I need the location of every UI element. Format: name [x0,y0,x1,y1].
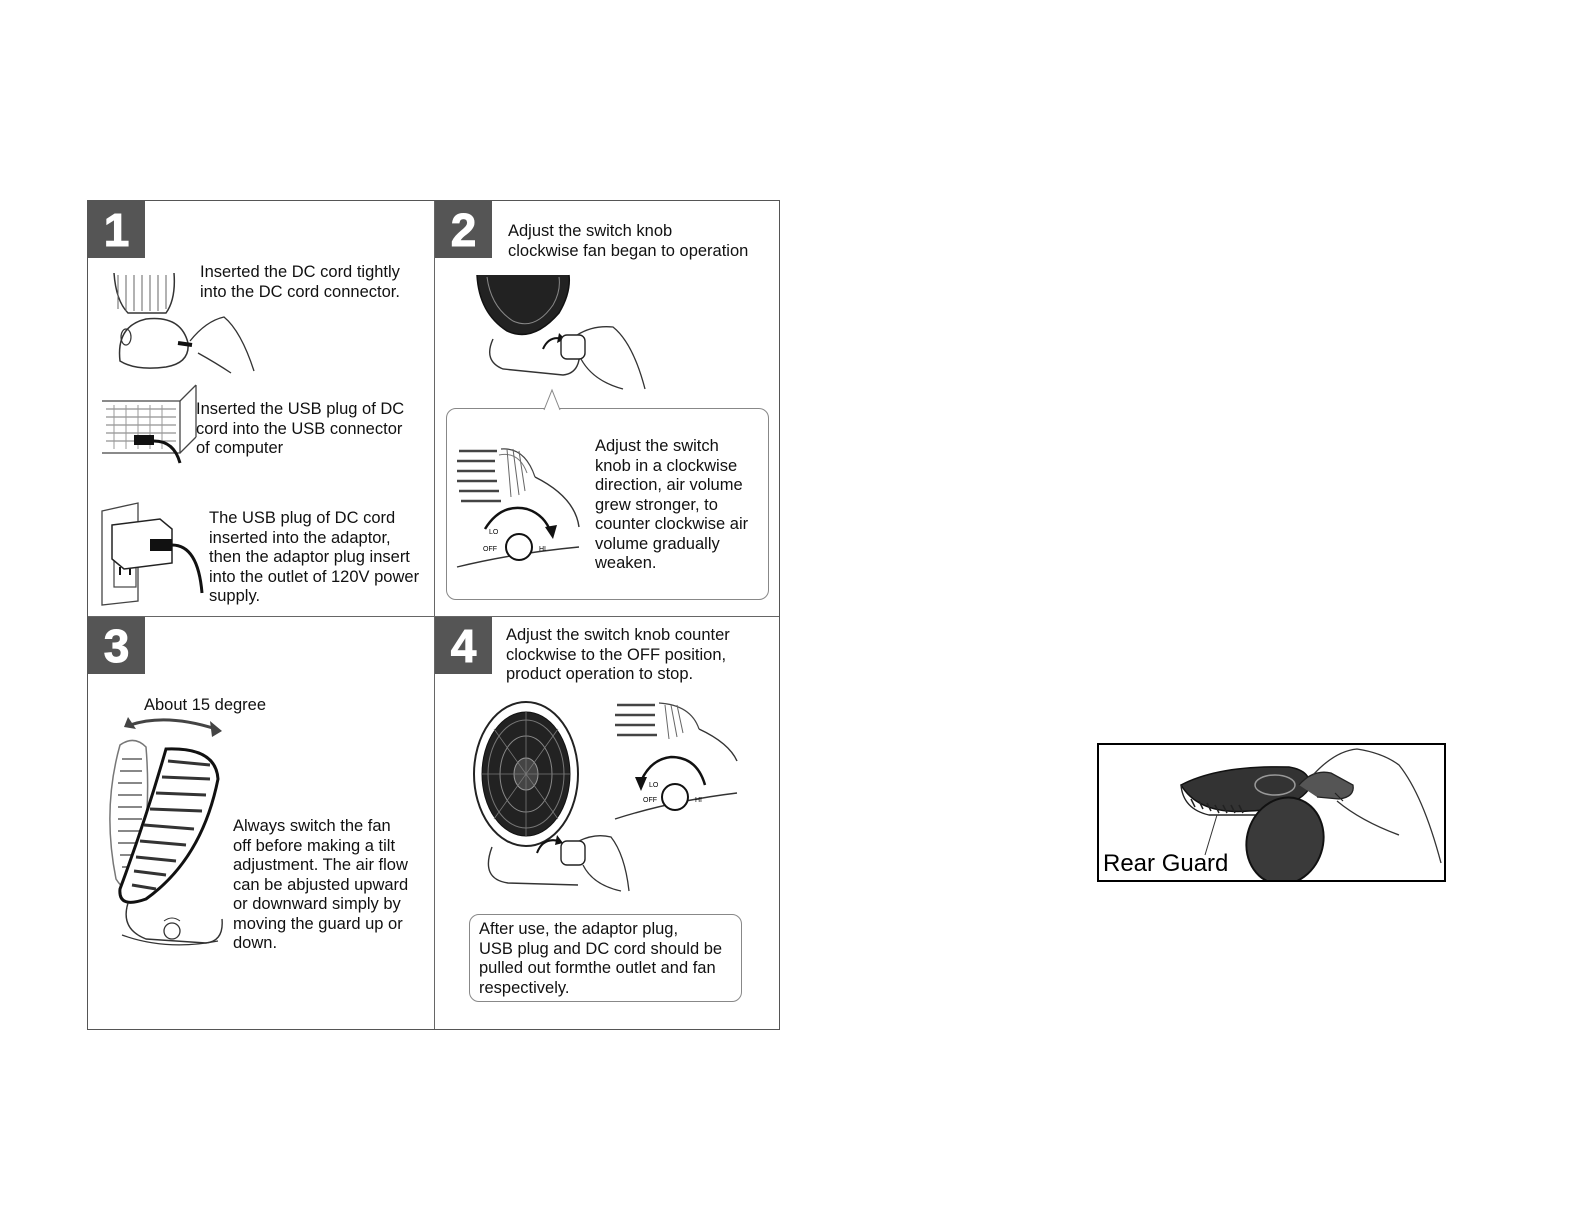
step-2-heading: Adjust the switch knob clockwise fan began to operation [508,222,749,260]
knob-off-dial-illustration [611,701,741,829]
step-4-badge: 4 [435,617,492,674]
step-1-badge: 1 [88,201,145,258]
laptop-usb-illustration [100,383,210,478]
step-4-note-text: After use, the adaptor plug, USB plug and DC cord should be pulled out formthe outlet and fan respectively. [479,920,723,997]
step-1-text-dc-cord: Inserted the DC cord tightly into the DC cord connector. [200,263,400,301]
hand-turning-knob-illustration [535,831,630,893]
wall-adaptor-illustration [98,501,208,606]
fan-tilt-illustration [106,719,231,949]
step-2-callout-text: Adjust the switch knob in a clockwise direction, air volume grew stronger, to counter clockwise air volume gradually weaken. [595,437,749,572]
knob-label-off: OFF [483,546,497,553]
grid-divider-horizontal [88,616,779,617]
step-2-callout-bubble [446,408,769,600]
step-1-text-usb-computer: Inserted the USB plug of DC cord into the USB connector of computer [196,400,405,457]
step-4-note-box [469,914,742,1002]
rear-guard-panel [1097,743,1446,882]
step-1-text-adaptor: The USB plug of DC cord inserted into the adaptor, then the adaptor plug insert into the outlet of 120V power supply. [209,509,420,605]
knob-label-lo: LO [489,529,499,536]
knob-dial-illustration [455,447,583,577]
step-2-badge: 2 [435,201,492,258]
step-3-text: Always switch the fan off before making a tilt adjustment. The air flow can be abjusted upward or downward simply by moving the guard up or down. [233,817,409,952]
step-3-badge: 3 [88,617,145,674]
instruction-grid [87,200,780,1030]
knob-label-off: OFF [643,797,657,804]
step-4-heading: Adjust the switch knob counter clockwise to the OFF position, product operation to stop. [506,626,730,683]
grid-divider-vertical [434,201,435,1029]
step-3-angle-label: About 15 degree [144,696,267,714]
fan-knob-clockwise-illustration [473,273,653,391]
knob-label-hi: HI [695,797,702,804]
knob-label-lo: LO [649,782,659,789]
rear-guard-label: Rear Guard [1103,850,1229,877]
bubble-pointer [542,389,562,411]
knob-label-hi: HI [539,546,546,553]
